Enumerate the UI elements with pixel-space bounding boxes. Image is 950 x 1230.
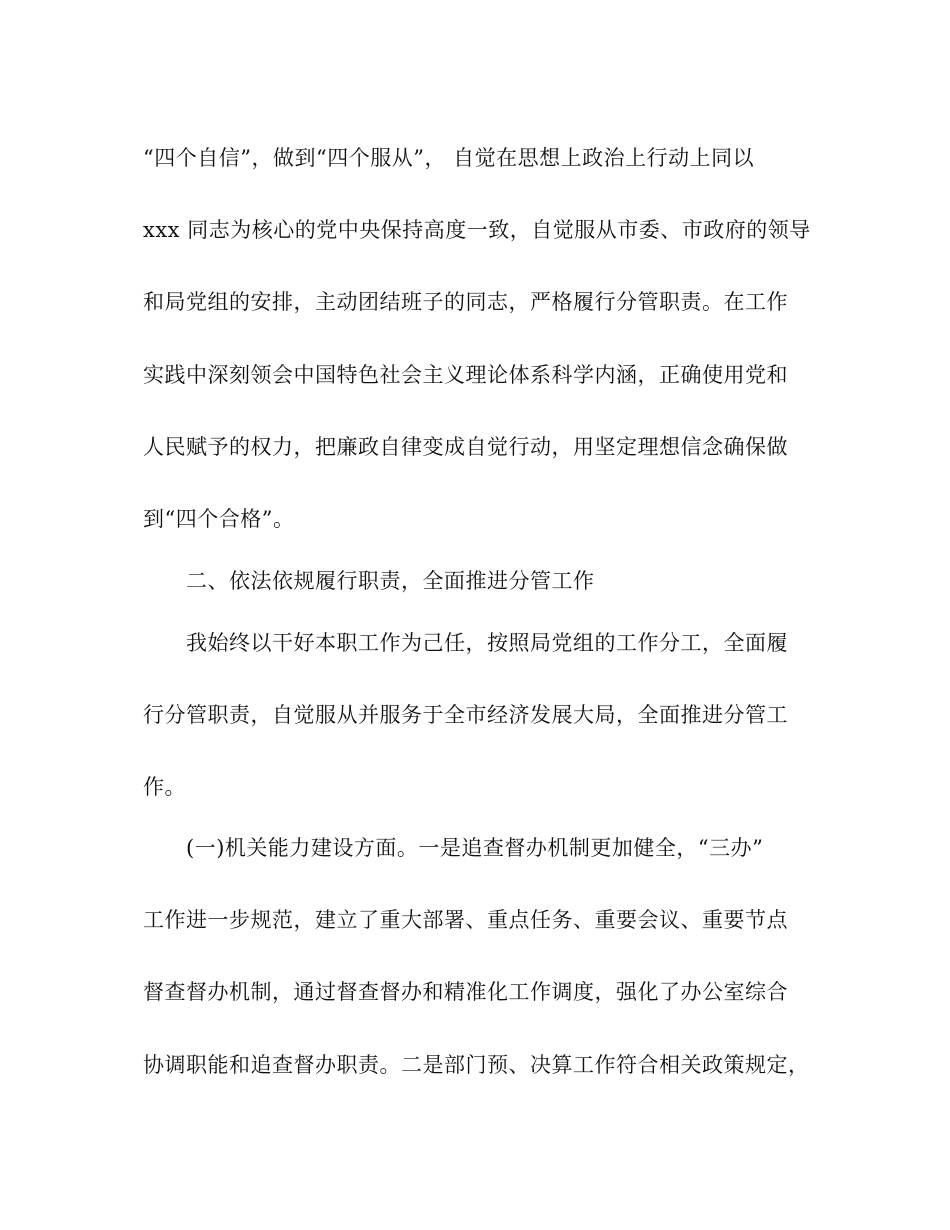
paragraph-line: (一)机关能力建设方面。一是追查督办机制更加健全，“三办” xyxy=(186,836,764,860)
paragraph-line: 人民赋予的权力，把廉政自律变成自觉行动，用坚定理想信念确保做 xyxy=(143,435,788,459)
paragraph-line: 行分管职责，自觉服从并服务于全市经济发展大局，全面推进分管工 xyxy=(143,703,788,727)
section-heading: 二、依法依规履行职责，全面推进分管工作 xyxy=(186,569,595,593)
paragraph-line: “四个自信”，做到“四个服从”， 自觉在思想上政治上行动上同以 xyxy=(143,146,755,170)
paragraph-line: 协调职能和追查督办职责。二是部门预、决算工作符合相关政策规定， xyxy=(143,1053,810,1077)
paragraph-line: 作。 xyxy=(143,775,186,799)
paragraph-line: 我始终以干好本职工作为己任，按照局党组的工作分工，全面履 xyxy=(186,631,788,655)
paragraph-line: 实践中深刻领会中国特色社会主义理论体系科学内涵，正确使用党和 xyxy=(143,363,788,387)
paragraph-line: 工作进一步规范，建立了重大部署、重点任务、重要会议、重要节点 xyxy=(143,908,788,932)
paragraph-line: 督查督办机制，通过督查督办和精准化工作调度，强化了办公室综合 xyxy=(143,980,788,1004)
paragraph-line: 和局党组的安排，主动团结班子的同志，严格履行分管职责。在工作 xyxy=(143,290,788,314)
paragraph-line: 到“四个合格”。 xyxy=(143,507,295,531)
paragraph-line: xxx 同志为核心的党中央保持高度一致，自觉服从市委、市政府的领导 xyxy=(143,218,811,242)
